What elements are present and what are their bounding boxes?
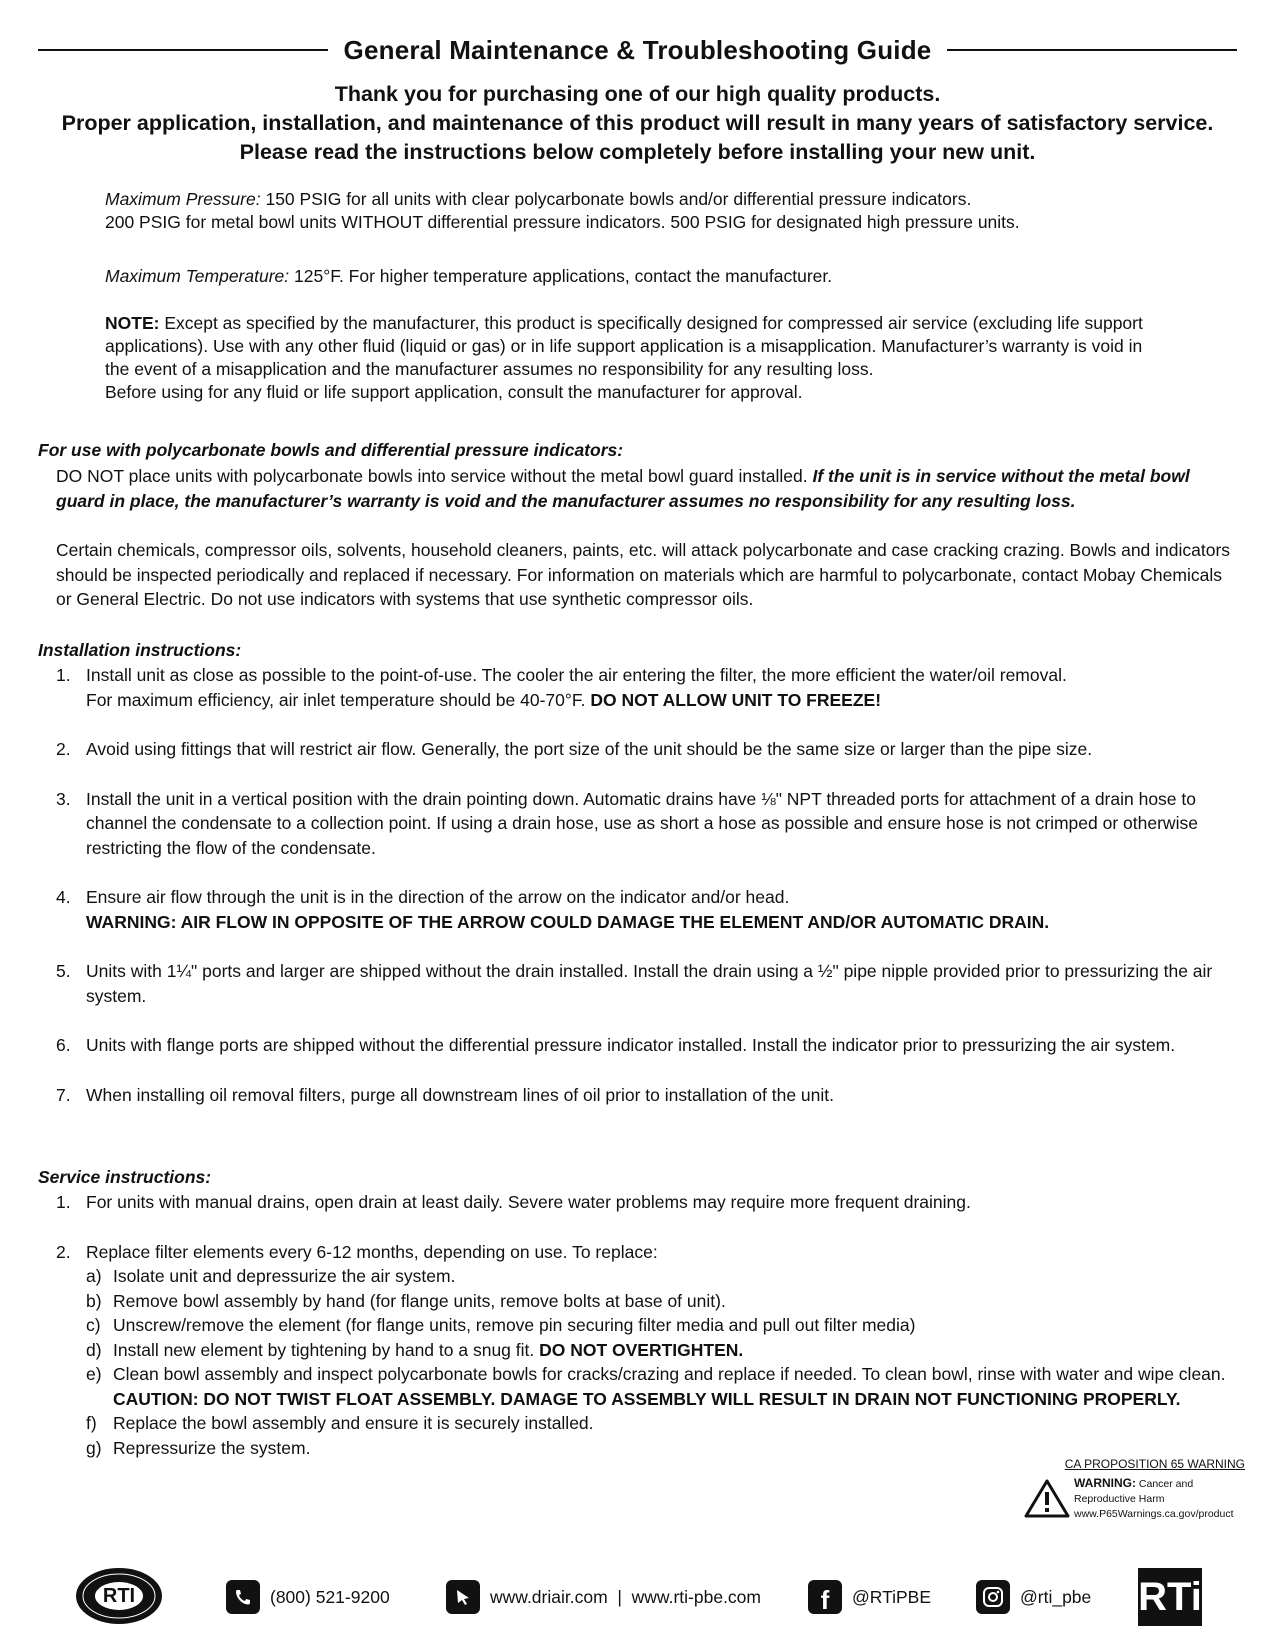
footer xyxy=(0,1560,1275,1630)
title-rule-left xyxy=(38,49,328,51)
footer-instagram[interactable] xyxy=(976,1580,1091,1614)
page-title: General Maintenance & Troubleshooting Guide xyxy=(343,34,932,65)
cursor-icon xyxy=(446,1580,480,1614)
list-item xyxy=(56,885,1235,934)
sub-number: f) xyxy=(86,1413,97,1433)
sub-item xyxy=(86,1362,1235,1411)
polycarbonate-heading: For use with polycarbonate bowls and differential pressure indicators: xyxy=(38,440,624,460)
pressure-text-2: 200 PSIG for metal bowl units WITHOUT differential pressure indicators. 500 PSIG for designated high pressure units. xyxy=(105,212,1020,232)
item-number: 5. xyxy=(56,961,71,981)
sub-item xyxy=(86,1436,1175,1461)
item-number: 4. xyxy=(56,887,71,907)
phone-icon xyxy=(226,1580,260,1614)
item-number: 1. xyxy=(56,1192,71,1212)
footer-phone[interactable] xyxy=(226,1580,390,1614)
item-text: Ensure air flow through the unit is in the direction of the arrow on the indicator and/or head. xyxy=(86,887,790,907)
note xyxy=(105,312,1165,404)
item-number: 6. xyxy=(56,1035,71,1055)
rti-seal-logo xyxy=(74,1566,164,1626)
polycarbonate-chemicals xyxy=(56,538,1235,612)
warning-triangle-icon xyxy=(1024,1478,1070,1518)
sub-caution: CAUTION: DO NOT TWIST FLOAT ASSEMBLY. DAMAGE TO ASSEMBLY WILL RESULT IN DRAIN NOT FUNCTIONING PROPERLY. xyxy=(113,1388,1181,1409)
sub-number: b) xyxy=(86,1290,102,1311)
intro xyxy=(30,80,1245,167)
sub-item xyxy=(86,1411,1175,1436)
sub-number: e) xyxy=(86,1364,102,1384)
list-item xyxy=(56,1083,1235,1108)
polycarbonate-warning xyxy=(56,464,1235,513)
prop65-text-2: Reproductive Harm xyxy=(1074,1493,1165,1505)
prop65-warning xyxy=(1024,1457,1249,1522)
list-item xyxy=(56,1240,1226,1461)
facebook-icon: f xyxy=(808,1580,842,1614)
pressure-text: 150 PSIG for all units with clear polycarbonate bowls and/or differential pressure indicators. xyxy=(260,189,972,209)
max-pressure xyxy=(105,188,1215,234)
sub-item xyxy=(86,1313,1175,1338)
polycarbonate-p1-bold: If the unit is in service without the metal bowl guard in place, the manufacturer’s warranty is void and the manufacturer assumes no responsibility for any resulting loss. xyxy=(56,466,1190,511)
item-number: 3. xyxy=(56,788,71,809)
sub-item xyxy=(86,1289,1175,1314)
list-item xyxy=(56,787,1235,861)
note-label: NOTE: xyxy=(105,313,160,333)
sub-item xyxy=(86,1264,1175,1289)
website-links: www.driair.com | www.rti-pbe.com xyxy=(490,1586,761,1607)
item-text: For maximum efficiency, air inlet temperature should be 40-70°F. xyxy=(86,689,591,710)
installation-list xyxy=(56,663,1235,1107)
sub-text: Isolate unit and depressurize the air system. xyxy=(113,1266,456,1286)
phone-number: (800) 521-9200 xyxy=(270,1586,390,1607)
item-text: For units with manual drains, open drain at least daily. Severe water problems may require more frequent draining. xyxy=(86,1192,971,1212)
polycarbonate-p1: DO NOT place units with polycarbonate bowls into service without the metal bowl guard installed. xyxy=(56,466,813,486)
pressure-label: Maximum Pressure: xyxy=(105,189,261,209)
service-heading: Service instructions: xyxy=(38,1167,212,1187)
sub-text: Remove bowl assembly by hand (for flange units, remove bolts at base of unit). xyxy=(113,1290,726,1311)
service-list xyxy=(56,1190,1226,1460)
sub-number: g) xyxy=(86,1437,102,1458)
seal-text: RTI xyxy=(102,1585,136,1607)
list-item xyxy=(56,1190,1175,1215)
footer-facebook[interactable] xyxy=(808,1580,931,1614)
rti-logo: RTi xyxy=(1138,1568,1202,1626)
intro-line: Proper application, installation, and maintenance of this product will result in many years of satisfactory service. xyxy=(61,111,1214,135)
item-number: 2. xyxy=(56,739,71,759)
item-text: Avoid using fittings that will restrict air flow. Generally, the port size of the unit should be the same size or larger than the pipe size. xyxy=(86,739,1093,759)
title-row xyxy=(38,30,1237,70)
item-number: 7. xyxy=(56,1084,71,1105)
item-text: Units with flange ports are shipped without the differential pressure indicator installed. Install the indicator prior to pressurizing the air system. xyxy=(86,1035,1176,1055)
prop65-heading: CA PROPOSITION 65 WARNING xyxy=(1064,1457,1245,1471)
temp-text: 125°F. For higher temperature applications, contact the manufacturer. xyxy=(289,266,833,286)
prop65-text: Cancer and xyxy=(1136,1478,1194,1490)
list-item xyxy=(56,959,1235,1008)
item-text: Replace filter elements every 6-12 months, depending on use. To replace: xyxy=(86,1241,658,1262)
item-text: When installing oil removal filters, purge all downstream lines of oil prior to installation of the unit. xyxy=(86,1084,834,1105)
prop65-url[interactable]: www.P65Warnings.ca.gov/product xyxy=(1074,1508,1234,1520)
sub-text: Replace the bowl assembly and ensure it is securely installed. xyxy=(113,1413,594,1433)
list-item xyxy=(56,663,1235,712)
sub-text: Clean bowl assembly and inspect polycarbonate bowls for cracks/crazing and replace if needed. To clean bowl, rinse with water and wipe clean. xyxy=(113,1364,1226,1384)
note-text-2: Before using for any fluid or life support application, consult the manufacturer for approval. xyxy=(105,382,803,402)
list-item xyxy=(56,737,1235,762)
instagram-handle: @rti_pbe xyxy=(1020,1586,1092,1607)
item-bold: DO NOT ALLOW UNIT TO FREEZE! xyxy=(590,689,882,710)
item-number: 2. xyxy=(56,1241,71,1262)
sub-text: Unscrew/remove the element (for flange units, remove pin securing filter media and pull out filter media) xyxy=(113,1315,916,1335)
polycarbonate-p2: Certain chemicals, compressor oils, solvents, household cleaners, paints, etc. will attack polycarbonate and case cracking crazing. Bowls and indicators should be inspected periodically and replaced if necessary. For information on materials which are harmful to polycarbonate, contact Mobay Chemicals or General Electric. Do not use indicators with systems that use synthetic compressor oils. xyxy=(56,540,1231,609)
temp-label: Maximum Temperature: xyxy=(105,266,290,286)
sub-text: Install new element by tightening by hand to a snug fit. xyxy=(113,1339,540,1360)
max-temperature xyxy=(105,265,1215,288)
instagram-icon xyxy=(976,1580,1010,1614)
list-item xyxy=(56,1033,1235,1058)
sub-number: c) xyxy=(86,1315,101,1335)
facebook-handle: @RTiPBE xyxy=(852,1586,932,1607)
prop65-label: WARNING: xyxy=(1074,1476,1136,1490)
intro-line: Please read the instructions below completely before installing your new unit. xyxy=(239,140,1036,164)
sub-number: d) xyxy=(86,1339,102,1360)
intro-line: Thank you for purchasing one of our high quality products. xyxy=(334,82,941,106)
sub-item xyxy=(86,1338,1175,1363)
installation-heading: Installation instructions: xyxy=(38,640,242,660)
sub-number: a) xyxy=(86,1266,102,1286)
item-text: Units with 1¼" ports and larger are shipped without the drain installed. Install the drain using a ½" pipe nipple provided prior to pressurizing the air system. xyxy=(86,961,1213,1006)
item-warning: WARNING: AIR FLOW IN OPPOSITE OF THE ARROW COULD DAMAGE THE ELEMENT AND/OR AUTOMATIC DRAIN. xyxy=(86,911,1050,932)
sub-text: Repressurize the system. xyxy=(113,1437,311,1458)
sub-bold: DO NOT OVERTIGHTEN. xyxy=(539,1339,744,1360)
footer-website[interactable] xyxy=(446,1580,761,1614)
title-rule-right xyxy=(947,49,1237,51)
item-text: Install the unit in a vertical position with the drain pointing down. Automatic drains have ⅛" NPT threaded ports for attachment of a drain hose to channel the condensate to a collection point. If using a drain hose, use as short a hose as possible and ensure hose is not crimped or otherwise restricting the flow of the condensate. xyxy=(86,788,1198,858)
note-text: Except as specified by the manufacturer, this product is specifically designed for compressed air service (excluding life support applications). Use with any other fluid (liquid or gas) or in life support application is a misapplication. Manufacturer’s warranty is void in the event of a misapplication and the manufacturer assumes no responsibility for any resulting loss. xyxy=(105,313,1143,379)
item-text: Install unit as close as possible to the point-of-use. The cooler the air entering the filter, the more efficient the water/oil removal. xyxy=(86,665,1067,685)
item-number: 1. xyxy=(56,665,71,685)
